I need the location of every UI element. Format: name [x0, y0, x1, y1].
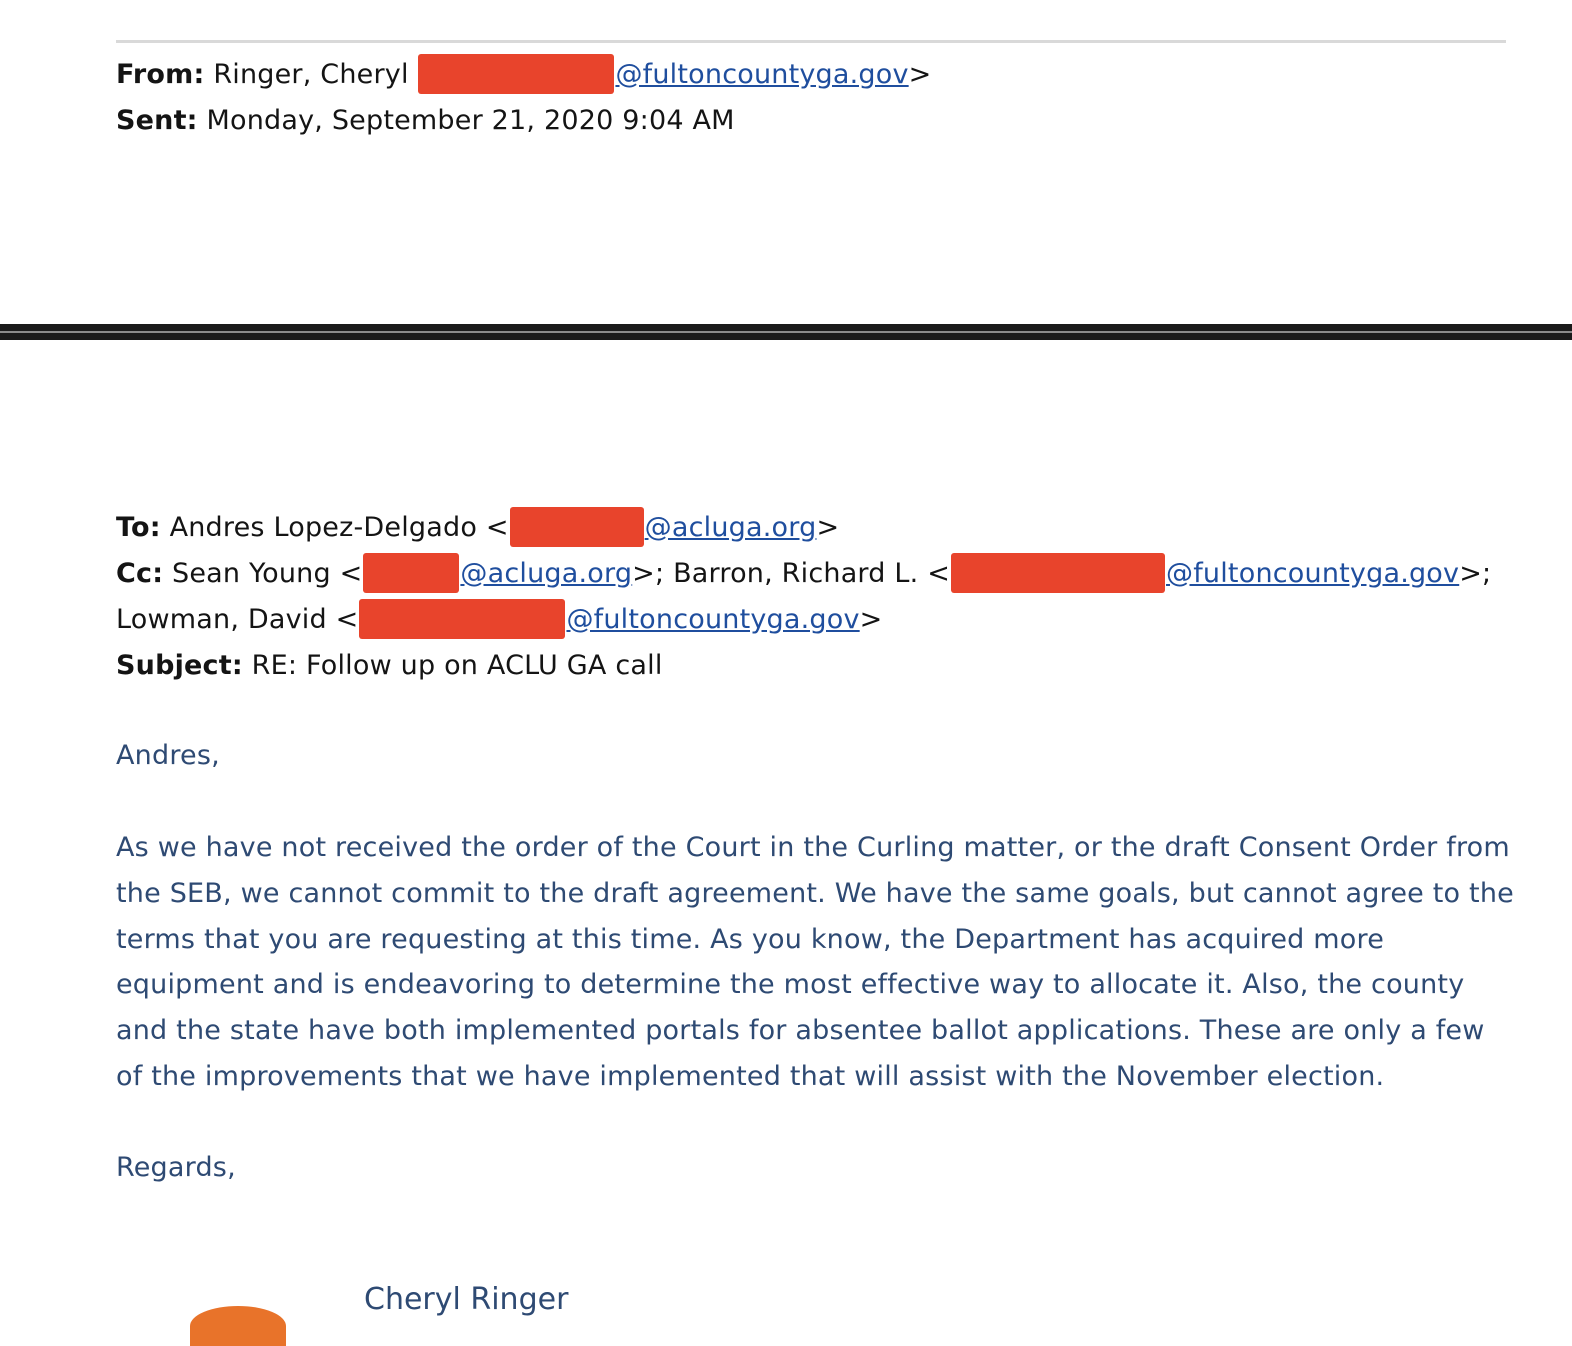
redaction-block — [359, 599, 565, 639]
from-email-link[interactable]: @fultoncountyga.gov — [615, 59, 909, 90]
subject-line — [116, 643, 663, 689]
from-close: > — [908, 59, 932, 90]
top-divider — [116, 40, 1506, 43]
from-line — [116, 52, 931, 98]
email-greeting: Andres, — [116, 740, 220, 771]
from-label: From: — [116, 59, 205, 90]
from-name: Ringer, Cheryl — [213, 59, 418, 90]
redaction-block — [418, 54, 614, 94]
cc-name-3: Lowman, David < — [116, 604, 359, 635]
county-logo — [190, 1306, 286, 1346]
redaction-block — [951, 553, 1165, 593]
redaction-block — [510, 507, 644, 547]
sent-label: Sent: — [116, 105, 198, 136]
to-name: Andres Lopez-Delgado < — [169, 512, 509, 543]
email-closing: Regards, — [116, 1152, 236, 1183]
to-line — [116, 505, 839, 551]
cc-separator-1: >; Barron, Richard L. < — [632, 558, 951, 589]
subject-value: RE: Follow up on ACLU GA call — [251, 650, 663, 681]
sent-line — [116, 98, 735, 144]
cc-name-1: Sean Young < — [172, 558, 363, 589]
cc-label: Cc: — [116, 558, 164, 589]
cc-close-3: > — [859, 604, 883, 635]
cc-line — [116, 551, 1491, 597]
cc-line-continued — [116, 597, 883, 643]
redaction-block — [363, 553, 459, 593]
cc-email-link-2[interactable]: @fultoncountyga.gov — [1166, 558, 1460, 589]
to-email-link[interactable]: @acluga.org — [644, 512, 817, 543]
cc-email-link-3[interactable]: @fultoncountyga.gov — [566, 604, 860, 635]
cc-email-link-1[interactable]: @acluga.org — [460, 558, 633, 589]
signature-name: Cheryl Ringer — [364, 1282, 569, 1317]
sent-value: Monday, September 21, 2020 9:04 AM — [206, 105, 735, 136]
page-separator — [0, 324, 1572, 340]
to-close: > — [816, 512, 840, 543]
to-label: To: — [116, 512, 161, 543]
email-body-paragraph — [116, 825, 1516, 1100]
body-paragraph-text: As we have not received the order of the Court in the Curling matter, or the draft Consent Order from the SEB, we cannot commit to the draft agreement. We have the same goals, but cannot agree to the terms that you are requesting at this time. As you know, the Department has acquired more equipment and is endeavoring to determine the most effective way to allocate it. Also, the county and the state have both implemented portals for absentee ballot applications. These are only a few of the improvements that we have implemented that will assist with the November election. — [116, 832, 1514, 1092]
subject-label: Subject: — [116, 650, 243, 681]
cc-separator-2: >; — [1459, 558, 1492, 589]
